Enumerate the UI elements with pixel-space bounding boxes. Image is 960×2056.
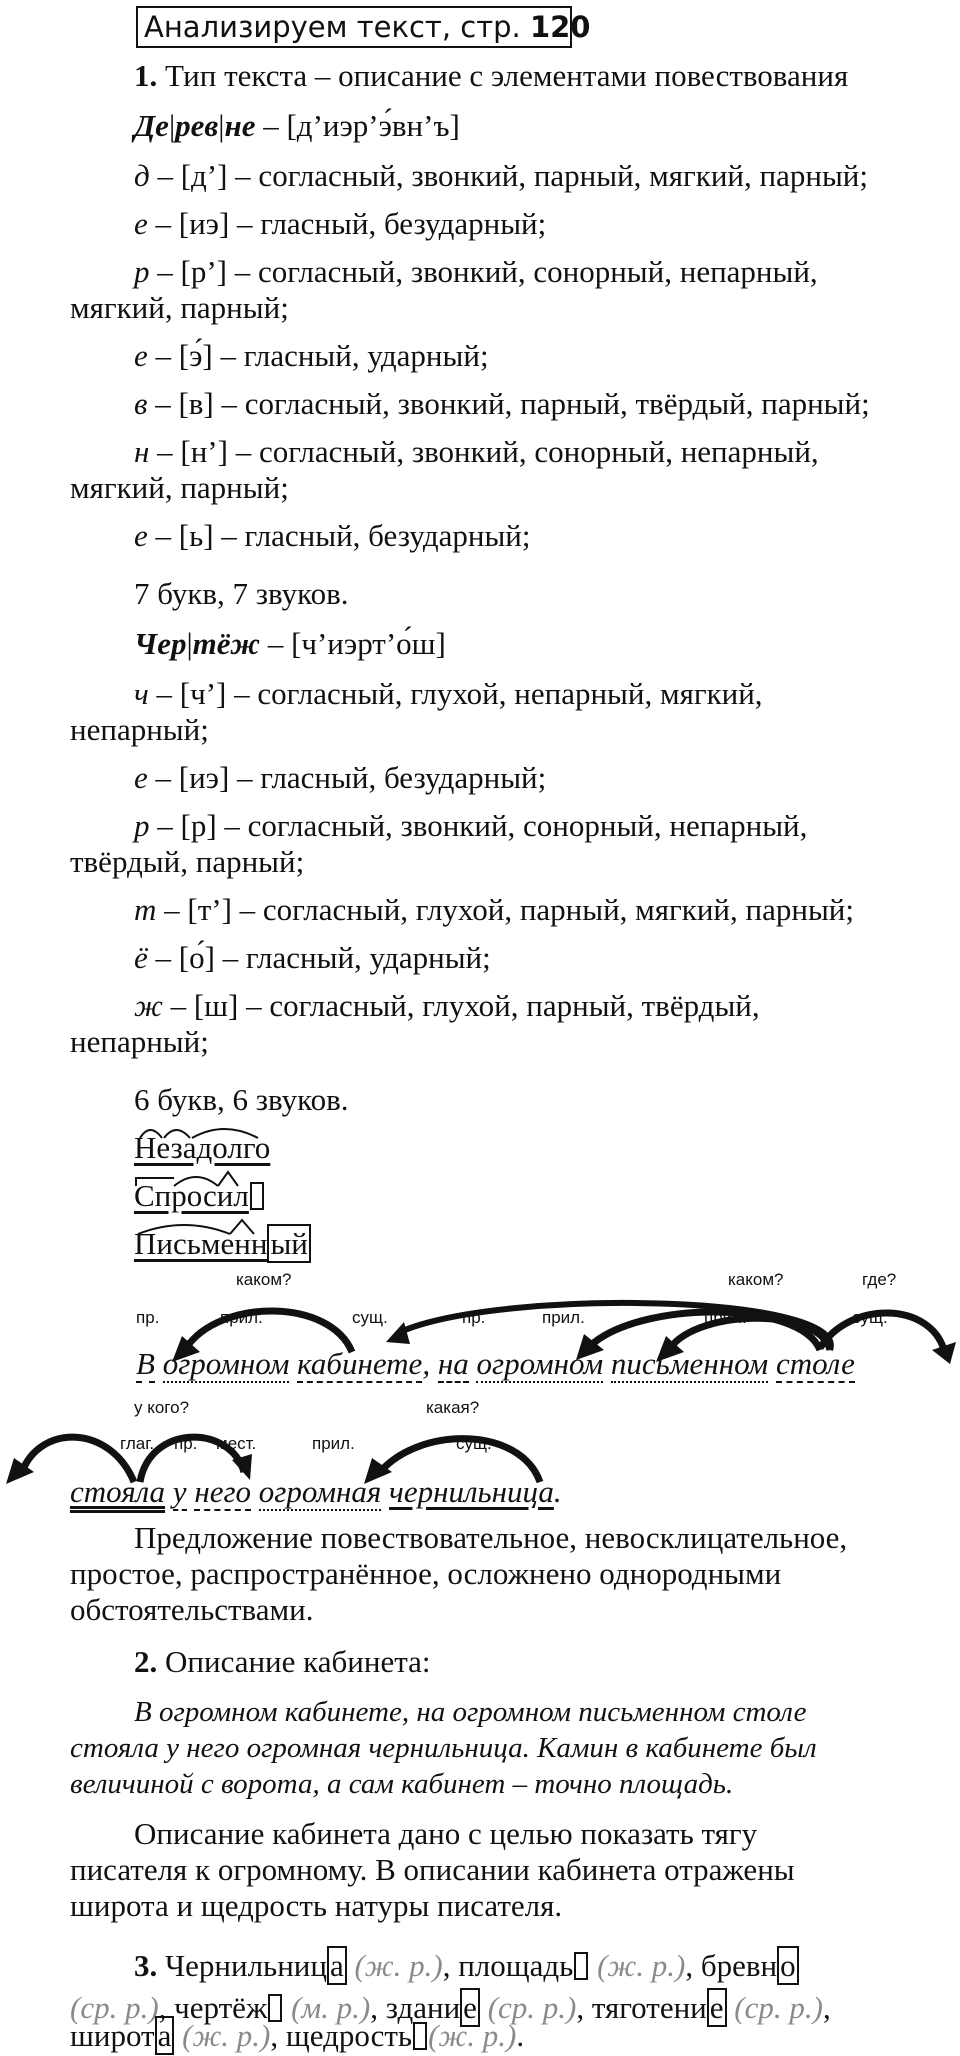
word2-letter-row-cont: непарный; — [70, 712, 209, 747]
word2-letter-row: ё – [о́] – гласный, ударный; — [134, 940, 491, 975]
pos-label: пр. — [136, 1308, 160, 1327]
word2-letter-row: ч – [ч’] – согласный, глухой, непарный, мягкий, — [134, 676, 763, 711]
word1-letter-row: н – [н’] – согласный, звонкий, сонорный, непарный, — [134, 434, 819, 469]
pos-label: прил. — [312, 1434, 355, 1453]
pos-label: прил. — [704, 1308, 747, 1327]
task2-text-1: Описание кабинета дано с целью показать тягу — [134, 1816, 758, 1851]
pos-label: пр. — [462, 1308, 486, 1327]
task3-line-2: (ср. р.), чертёж (м. р.), здание (ср. р.), тяготение (ср. р.), — [70, 1990, 831, 2025]
task3-line-3: широта (ж. р.), щедрость (ж. р.). — [70, 2018, 525, 2053]
morph-word-nezadolgo: Незадолго — [134, 1130, 271, 1165]
question-kakom-1: каком? — [236, 1270, 292, 1289]
task2-text-2: писателя к огромному. В описании кабинета отражены — [70, 1852, 795, 1887]
word1-letter-row: е – [ь] – гласный, безударный; — [134, 518, 531, 553]
word2-letter-row: р – [р] – согласный, звонкий, сонорный, непарный, — [134, 808, 808, 843]
characteristic-1: Предложение повествовательное, невосклицательное, — [134, 1520, 848, 1555]
page-header — [136, 6, 591, 48]
word1-letter-row: д – [д’] – согласный, звонкий, парный, мягкий, парный; — [134, 158, 868, 193]
morph-word-sprosil: Спросил — [134, 1178, 265, 1214]
pos-label: сущ. — [852, 1308, 888, 1327]
morph-word-pismenny: Письменный — [134, 1226, 311, 1262]
morph-arcs-3 — [134, 1212, 294, 1238]
word2-letter-row-cont: твёрдый, парный; — [70, 844, 305, 879]
task1-type: 1. Тип текста – описание с элементами повествования — [134, 58, 849, 93]
morph-arcs-1 — [134, 1118, 284, 1142]
word2-heading: Чер|тёж – [ч’иэрт’о́ш] — [134, 626, 446, 661]
question-u-kogo: у кого? — [134, 1398, 190, 1417]
header-prefix: Анализируем текст, стр. — [144, 10, 530, 44]
question-kakom-2: каком? — [728, 1270, 784, 1289]
pos-label: пр. — [174, 1434, 198, 1453]
task2-title: 2. Описание кабинета: — [134, 1644, 431, 1679]
word1-letter-row-cont: мягкий, парный; — [70, 470, 289, 505]
task3-item: Чернильниц — [165, 1948, 327, 1983]
word2-letter-row-cont: непарный; — [70, 1024, 209, 1059]
word1-count: 7 букв, 7 звуков. — [134, 576, 349, 611]
pos-label: сущ. — [456, 1434, 492, 1453]
word1-letter-row-cont: мягкий, парный; — [70, 290, 289, 325]
word2-count: 6 букв, 6 звуков. — [134, 1082, 349, 1117]
word1-letter-row: в – [в] – согласный, звонкий, парный, твёрдый, парный; — [134, 386, 870, 421]
task2-text-3: широта и щедрость натуры писателя. — [70, 1888, 563, 1923]
word2-letter-row: т – [т’] – согласный, глухой, парный, мягкий, парный; — [134, 892, 854, 927]
pos-label: сущ. — [352, 1308, 388, 1327]
task2-quote-1: В огромном кабинете, на огромном письменном столе — [134, 1696, 807, 1728]
question-gde: где? — [862, 1270, 897, 1289]
task2-quote-3: величиной с ворота, а сам кабинет – точно площадь. — [70, 1768, 734, 1800]
word1-letter-row: е – [иэ] – гласный, безударный; — [134, 206, 547, 241]
sentence-line-1: В огромном кабинете, на огромном письменном столе — [136, 1346, 855, 1381]
word2-letter-row: е – [иэ] – гласный, безударный; — [134, 760, 547, 795]
morph-arcs-2 — [134, 1164, 284, 1190]
pos-label: прил. — [220, 1308, 263, 1327]
word1-heading: Де|рев|не – [д’иэр’э́вн’ъ] — [134, 108, 460, 143]
word2-letter-row: ж – [ш] – согласный, глухой, парный, твёрдый, — [134, 988, 760, 1023]
pos-label: мест. — [216, 1434, 257, 1453]
characteristic-2: простое, распространённое, осложнено однородными — [70, 1556, 782, 1591]
pos-label: глаг. — [120, 1434, 155, 1453]
header-page-number: 120 — [529, 10, 591, 44]
word1-letter-row: е – [э́] – гласный, ударный; — [134, 338, 489, 373]
task2-quote-2: стояла у него огромная чернильница. Камин в кабинете был — [70, 1732, 817, 1764]
pos-label: прил. — [542, 1308, 585, 1327]
sentence-line-2: стояла у него огромная чернильница. — [70, 1474, 562, 1509]
question-kakaya: какая? — [426, 1398, 480, 1417]
characteristic-3: обстоятельствами. — [70, 1592, 314, 1627]
task3-line-1: 3. Чернильница (ж. р.), площадь (ж. р.), бревно — [134, 1948, 799, 1984]
word1-letter-row: р – [р’] – согласный, звонкий, сонорный, непарный, — [134, 254, 818, 289]
